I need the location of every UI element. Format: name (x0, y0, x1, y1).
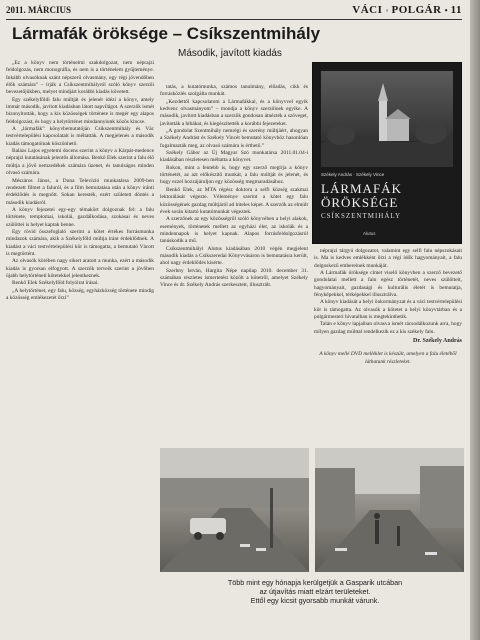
page-number: 11 (450, 4, 462, 16)
masthead-separator: ◦ (385, 6, 392, 15)
paragraph: A könyv fejezetei egy-egy témakört dolgoznak fel: a falu története, templomai, iskolái, gazdálkodása, szokásai és neves szülöttei is helyet kaptak benne. (6, 206, 154, 228)
photo-caption (165, 578, 465, 606)
article-title: Lármafák öröksége – Csíkszentmihály (12, 24, 321, 43)
paragraph: Csíkszentmihályi Alutus kiadásában 2010 végén megjelent második kiadás a Csíkszeredai Könyvvásáron is bemutatásra került, ahol nagy érdeklődés kísérte. (160, 245, 308, 267)
street-photos (160, 448, 464, 572)
paragraph: Benkő Elek, az MTA régész doktora a selfi község szakmai lektorálását végezte. Véleménye szerint a kötet egy falu közösségének gazdag múltjáról ad hiteles képet. A szerzők az elmúlt évek során kitartó kutatómunkát végeztek. (160, 186, 308, 215)
paragraph: Egy székelyföldi falu múltját és jelenét idézi a könyv, amely immár második, javított kiadásban látott napvilágot. A szerzők ismét bizonyították, hogy a kis közösségek története is megér egy alapos feldolgozást, és hogy a helytörténet mindannyiunk közös kincse. (6, 96, 154, 125)
paragraph: A könyv kiadását a helyi önkormányzat és a váci testvértelepülési kör is támogatta. Az olvasók a kötetet a helyi könyvtárban és a polgármesteri hivatalban is megtekinthetik. (314, 299, 462, 321)
caption-line-1: Több mint egy hónapja kerülgetjük a Gasparik utcában (227, 578, 403, 587)
page-number-separator: • (444, 6, 451, 15)
paper-name-left: VÁCI (352, 4, 383, 16)
author-signature: Dr. Székely András (413, 338, 462, 345)
issue-date: 2011. MÁRCIUS (6, 5, 72, 15)
paragraph: Szerbny István, Hargita Népe napilap 2010. december 31. számában részletes ismertetést közölt a kötetről, amelyet Székely Vince és dr. Székely András szerkesztett, illusztrált. (160, 267, 308, 289)
paragraph: Rokon, mint a fentebb is, hogy egy szerző megírja a könyv történetét, az azt előkészítő munkát, a falu múltját és jelenét, és hogy ezzel hozzájáruljon egy közösség megmaradásához. (160, 164, 308, 186)
paragraph: A Lármafák öröksége címet viselő könyvben a szerző bevezető gondolatai mellett a falu egész történetét, neves szülötteit, hagyományait, gazdasági és kulturális életét is bemutatja, fényképekkel, térképekkel illusztrálva. (314, 270, 462, 299)
book-cover-photo (321, 71, 453, 167)
street-scene-icon (315, 448, 464, 572)
paragraph: „Kezdettől kapcsolatom a Lármafákkal, és a könyvvel egyik kedvenc olvasmányom” – mondja a könyv szerzőinek egyike. A második, javított kiadásban a szerzők gondosan átnézték a szöveget, javították a hibákat, és kiegészítették a korábbi fejezeteket. (160, 98, 308, 127)
church-landscape-icon (321, 71, 453, 167)
paragraph: néprajzi tárgyú dolgozatot, valamint egy selfi falu népszokásait is. Ma is kedves emlékként őrzi a régi idők hagyományait, a falu dolgoskezű embereinek munkáját. (314, 248, 462, 269)
paragraph: Talán e könyv lapjaiban olvasva ismét rácsodálkozunk arra, hogy milyen gazdag múlttal rendelkezik ez a kis székely falu. (314, 321, 462, 335)
binding-spine (470, 0, 480, 640)
book-title-line-2: ÖRÖKSÉGE (321, 195, 399, 210)
book-title-line-1: LÁRMAFÁK (321, 181, 402, 196)
paragraph: Benkő Elek Székelyföld folyóirat írásai. (12, 280, 99, 287)
paragraph: Mészáros János, a Duna Televízió munkatársa 2009-ben rendezett filmet a faluról, és a film bemutatása után a könyv iránti érdeklődés is megnőtt. Sokan keresték, ezért született döntés a második kiadásról. (6, 177, 154, 206)
page-header (6, 4, 462, 18)
book-publisher: Alutus (363, 231, 376, 236)
book-authors: Székely András · Székely Vince (321, 172, 385, 177)
street-photo-left (160, 448, 309, 572)
book-cover-image (312, 62, 462, 244)
paragraph: „A gondolat Szentmihály nemrégi és szerény múltjáért, ahogyan a Székely Andrást és Székely Vincét bemutató könyvhöz hasonlóan fogalmazták meg, az olvasó számára is érthető.” (160, 128, 308, 149)
paragraph: tatás, a kutatómunka, számos tanulmány, előadás, cikk és forrásközlés szolgálta munkát. (160, 84, 308, 98)
paper-name-right: POLGÁR (391, 4, 442, 16)
paragraph: Az olvasók körében nagy sikert aratott a munka, ezért a második kiadás is gyorsan elfogyott. A szerzők terveik szerint a jövőben újabb helytörténeti kötetekkel jelentkeznek. (6, 258, 154, 279)
paragraph: Székely Gábor az Új Magyar Szó munkatársa 2011.01.04-i kiadásában részletesen méltatta a könyvet. (160, 150, 308, 164)
masthead (352, 4, 462, 16)
article-subtitle: Második, javított kiadás (178, 48, 282, 59)
article-column-3 (314, 248, 462, 444)
street-photo-right (315, 448, 464, 572)
book-title-line-3: CSÍKSZENTMIHÁLY (321, 212, 402, 220)
paragraph: A szerzőnek az egy közösségről szóló könyvében a helyi alakok, események, történetek mellett az egyházi élet, az iskolák és a mindennapok is helyet kapnak. Alapos forrásfeldolgozásról tanúskodik a mű. (160, 216, 308, 245)
article-column-2 (160, 84, 308, 444)
paragraph: A „lármafák” könyvbemutatóján Csíkszentmihály és Vác testvértelepülési kapcsolatait is méltatták. A megjelenés a második kiadás támogatóinak köszönhető. (6, 126, 154, 147)
dvd-note: A könyv mellé DVD melléklet is készült, amelyen a falu életéből láthatunk részleteket. (319, 351, 457, 365)
paragraph: Balázs Lajos egyetemi docens szerint a könyv a Kárpát-medence néprajzi kutatásának jelentős állomása. Benkő Elek szerint a falu élő múltja a jövő nemzedékek számára üzenet, és tanulságos minden olvasó számára. (6, 148, 154, 177)
paragraph: „Ez a könyv nem történelmi szakdolgozat, nem néprajzi feldolgozás, nem monográfia, és nem is a történelem gyűjteménye. Inkább olvasóknak szánt népszerű olvasmány, egy régi jövendőben élők számára” – írják a Csíkszentmihályról szóló könyv szerzői bevezetőjükben, melyet mindjárt korábbi kiadás követett. (6, 60, 154, 96)
paragraph: Egy rövid összefoglaló szerint a kötet értékes forrásmunka mindazok számára, akik a Székelyföld múltja iránt érdeklődnek. A kiadást a váci testvértelepülési kör is támogatta, a bemutató Vácott is megtörtént. (6, 228, 154, 257)
paragraph: „A helytörténet, egy falu, község, egyházközség története mindig a közösség emlékezetét őrzi” (6, 287, 154, 301)
caption-line-2: az útjavítás miatt elzárt területeket. (259, 587, 371, 597)
article-column-1 (6, 60, 154, 638)
header-rule (6, 19, 462, 20)
street-scene-icon (160, 448, 309, 572)
caption-line-3: Ettől egy kicsit gyorsabb munkát várunk. (250, 596, 380, 606)
